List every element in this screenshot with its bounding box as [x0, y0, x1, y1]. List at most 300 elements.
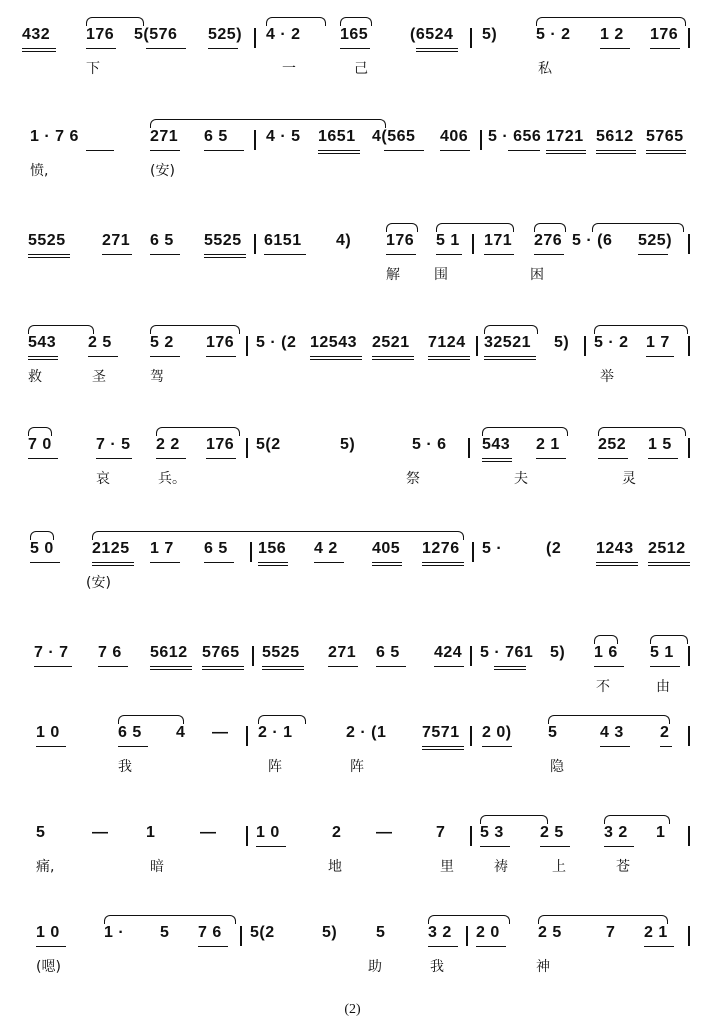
underline [86, 48, 116, 49]
slur [104, 915, 236, 924]
underline [262, 669, 304, 670]
note-group: 171 [484, 232, 513, 249]
barline [252, 646, 254, 666]
barline [584, 336, 586, 356]
barline [254, 234, 256, 254]
underline [436, 254, 462, 255]
underline [428, 356, 470, 357]
underline [146, 48, 186, 49]
lyric: 痛, [36, 859, 55, 875]
underline [22, 51, 56, 52]
lyric: 兵。 [158, 471, 186, 487]
barline [466, 926, 468, 946]
underline [644, 946, 674, 947]
barline [472, 542, 474, 562]
underline [482, 746, 512, 747]
note-group: 1 2 [600, 26, 624, 43]
note-group: 5 [548, 724, 558, 741]
underline [508, 150, 540, 151]
barline [480, 130, 482, 150]
note-group: 2 5 [538, 924, 562, 941]
underline [150, 666, 192, 667]
note-group: 6 5 [204, 540, 228, 557]
slur [594, 635, 618, 644]
note-group: 1 0 [256, 824, 280, 841]
slur [650, 635, 688, 644]
underline [434, 666, 464, 667]
note-group: 2 [332, 824, 342, 841]
underline [314, 562, 344, 563]
note-group: 2 [660, 724, 670, 741]
lyric: 隐 [550, 759, 564, 775]
underline [534, 254, 564, 255]
note-group: 1 7 [646, 334, 670, 351]
note-group: 2125 [92, 540, 130, 557]
slur [484, 325, 538, 334]
barline [688, 926, 690, 946]
slur [604, 815, 670, 824]
underline [386, 254, 416, 255]
underline [546, 150, 586, 151]
slur [150, 325, 240, 334]
barline [688, 826, 690, 846]
note-group: — [200, 824, 217, 841]
note-group: 5 1 [650, 644, 674, 661]
note-group: — [376, 824, 393, 841]
lyric: 暗 [150, 859, 164, 875]
note-group: 5525 [262, 644, 300, 661]
lyric: 祭 [406, 471, 420, 487]
underline [600, 746, 630, 747]
lyric: 驾 [150, 369, 164, 385]
underline [150, 669, 192, 670]
note-group: 176 [206, 334, 235, 351]
underline [150, 150, 180, 151]
note-group: 2 2 [156, 436, 180, 453]
note-group: 5 2 [150, 334, 174, 351]
underline [476, 946, 506, 947]
note-group: 1243 [596, 540, 634, 557]
note-group: 7571 [422, 724, 460, 741]
underline [494, 669, 526, 670]
note-group: 32521 [484, 334, 531, 351]
note-group: 5 [376, 924, 386, 941]
note-group: (6524 [410, 26, 454, 43]
underline [262, 666, 304, 667]
slur [536, 17, 686, 26]
note-group: 276 [534, 232, 563, 249]
lyric: 灵 [622, 471, 636, 487]
barline [246, 438, 248, 458]
underline [96, 458, 132, 459]
underline [86, 150, 114, 151]
note-group: 2 1 [536, 436, 560, 453]
underline [384, 150, 424, 151]
underline [264, 254, 306, 255]
underline [422, 746, 464, 747]
lyric: 我 [430, 959, 444, 975]
underline [600, 48, 630, 49]
underline [28, 458, 58, 459]
barline [472, 234, 474, 254]
lyric: 阵 [268, 759, 282, 775]
underline [648, 458, 678, 459]
note-group: 5 · 6 [412, 436, 447, 453]
note-group: 176 [86, 26, 115, 43]
underline [28, 356, 58, 357]
underline [150, 356, 180, 357]
note-group: 2 · 1 [258, 724, 293, 741]
note-group: 2 0) [482, 724, 512, 741]
underline [536, 458, 566, 459]
underline [204, 257, 246, 258]
note-group: — [212, 724, 229, 741]
barline [246, 336, 248, 356]
underline [206, 458, 236, 459]
note-group: 3 2 [428, 924, 452, 941]
slur [436, 223, 514, 232]
underline [28, 254, 70, 255]
underline [482, 461, 512, 462]
underline [198, 946, 228, 947]
underline [36, 746, 66, 747]
note-group: 543 [482, 436, 511, 453]
note-group: 5) [340, 436, 356, 453]
underline [594, 666, 624, 667]
underline [638, 254, 668, 255]
underline [484, 359, 536, 360]
note-group: 2 · (1 [346, 724, 387, 741]
underline [310, 359, 362, 360]
note-group: 12543 [310, 334, 357, 351]
barline [688, 28, 690, 48]
note-group: 2512 [648, 540, 686, 557]
lyric: 助 [368, 959, 382, 975]
note-group: 2 0 [476, 924, 500, 941]
note-group: 406 [440, 128, 469, 145]
note-group: 1 0 [36, 924, 60, 941]
slur [340, 17, 372, 26]
underline [596, 565, 638, 566]
note-group: 424 [434, 644, 463, 661]
note-group: 5(2 [256, 436, 281, 453]
underline [372, 359, 414, 360]
lyric: 祷 [494, 859, 508, 875]
note-group: 1 5 [648, 436, 672, 453]
slur [92, 531, 464, 540]
note-group: 5 · 2 [536, 26, 571, 43]
lyric: 解 [386, 267, 400, 283]
lyric: 下 [86, 61, 100, 77]
underline [416, 48, 458, 49]
note-group: 525) [208, 26, 243, 43]
note-group: 176 [650, 26, 679, 43]
note-group: 5525 [28, 232, 66, 249]
note-group: 176 [386, 232, 415, 249]
note-group: 271 [102, 232, 131, 249]
note-group: 6151 [264, 232, 302, 249]
underline [646, 356, 674, 357]
note-group: 4(565 [372, 128, 416, 145]
note-group: 1651 [318, 128, 356, 145]
underline [480, 846, 510, 847]
note-group: 5) [554, 334, 570, 351]
underline [30, 562, 60, 563]
lyric: 我 [118, 759, 132, 775]
underline [422, 562, 464, 563]
barline [470, 28, 472, 48]
note-group: 5 0 [30, 540, 54, 557]
barline [688, 438, 690, 458]
note-group: 5 · 656 [488, 128, 542, 145]
note-group: 4) [336, 232, 352, 249]
note-group: 1 · [104, 924, 125, 941]
slur [28, 427, 52, 436]
underline [494, 666, 526, 667]
underline [204, 150, 244, 151]
note-group: 5 1 [436, 232, 460, 249]
note-group: 1 0 [36, 724, 60, 741]
note-group: 5612 [150, 644, 188, 661]
slur [592, 223, 684, 232]
underline [376, 666, 406, 667]
slur [28, 325, 94, 334]
underline [596, 562, 638, 563]
page-number: (2) [344, 1002, 361, 1017]
underline [422, 565, 464, 566]
barline [688, 646, 690, 666]
underline [92, 565, 134, 566]
slur [534, 223, 566, 232]
note-group: 1 [146, 824, 156, 841]
note-group: 7 0 [28, 436, 52, 453]
note-group: 6 5 [150, 232, 174, 249]
lyric: 举 [600, 369, 614, 385]
note-group: 4 2 [314, 540, 338, 557]
note-group: 271 [150, 128, 179, 145]
lyric: 苍 [616, 859, 630, 875]
underline [22, 48, 56, 49]
note-group: 165 [340, 26, 369, 43]
lyric: 救 [28, 369, 42, 385]
underline [318, 150, 360, 151]
underline [202, 669, 244, 670]
underline [604, 846, 634, 847]
underline [98, 666, 128, 667]
note-group: 5) [482, 26, 498, 43]
lyric: 一 [282, 61, 296, 77]
note-group: 2 5 [88, 334, 112, 351]
barline [688, 336, 690, 356]
barline [254, 28, 256, 48]
underline [422, 749, 464, 750]
barline [470, 826, 472, 846]
lyric: 上 [552, 859, 566, 875]
note-group: 525) [638, 232, 673, 249]
note-group: 5 · (2 [256, 334, 297, 351]
lyric: 由 [656, 679, 670, 695]
underline [28, 257, 70, 258]
lyric: 阵 [350, 759, 364, 775]
underline [546, 153, 586, 154]
lyric: 私 [538, 61, 552, 77]
barline [468, 438, 470, 458]
underline [102, 254, 132, 255]
note-group: 5(576 [134, 26, 178, 43]
note-group: 2 1 [644, 924, 668, 941]
note-group: 7 · 5 [96, 436, 131, 453]
underline [596, 150, 636, 151]
underline [440, 150, 470, 151]
note-group: 6 5 [204, 128, 228, 145]
underline [256, 846, 286, 847]
note-group: 156 [258, 540, 287, 557]
note-group: 5 3 [480, 824, 504, 841]
note-group: — [92, 824, 109, 841]
note-group: 405 [372, 540, 401, 557]
note-group: 5 [160, 924, 170, 941]
underline [372, 356, 414, 357]
note-group: 4 · 5 [266, 128, 301, 145]
underline [204, 562, 234, 563]
barline [470, 726, 472, 746]
note-group: 6 5 [376, 644, 400, 661]
lyric: 愤, [30, 163, 49, 179]
underline [650, 666, 680, 667]
lyric: 不 [596, 679, 610, 695]
note-group: 1 7 [150, 540, 174, 557]
slur [86, 17, 144, 26]
barline [470, 646, 472, 666]
lyric: 圣 [92, 369, 106, 385]
slur [538, 915, 668, 924]
slur [156, 427, 240, 436]
underline [648, 562, 690, 563]
barline [246, 726, 248, 746]
note-group: 4 · 2 [266, 26, 301, 43]
underline [258, 562, 288, 563]
lyric: 神 [536, 959, 550, 975]
underline [36, 946, 66, 947]
note-group: 6 5 [118, 724, 142, 741]
underline [646, 150, 686, 151]
underline [482, 458, 512, 459]
underline [650, 48, 680, 49]
note-group: 7 6 [98, 644, 122, 661]
note-group: 543 [28, 334, 57, 351]
underline [540, 846, 570, 847]
note-group: 176 [206, 436, 235, 453]
underline [372, 565, 402, 566]
slur [150, 119, 386, 128]
note-group: 5 · (6 [572, 232, 613, 249]
barline [688, 726, 690, 746]
slur [266, 17, 326, 26]
note-group: 5 [36, 824, 46, 841]
note-group: 7 6 [198, 924, 222, 941]
lyric: 困 [530, 267, 544, 283]
note-group: 7 [436, 824, 446, 841]
note-group: 5765 [202, 644, 240, 661]
lyric: 夫 [514, 471, 528, 487]
lyric: 里 [440, 859, 454, 875]
underline [660, 746, 672, 747]
note-group: 5765 [646, 128, 684, 145]
note-group: 2521 [372, 334, 410, 351]
note-group: 5 · 761 [480, 644, 534, 661]
underline [340, 48, 370, 49]
slur [30, 531, 54, 540]
note-group: 4 3 [600, 724, 624, 741]
slur [548, 715, 670, 724]
note-group: 5 · [482, 540, 503, 557]
underline [596, 153, 636, 154]
note-group: 4 [176, 724, 186, 741]
slur [258, 715, 306, 724]
slur [386, 223, 418, 232]
barline [688, 234, 690, 254]
slur [480, 815, 548, 824]
underline [648, 565, 690, 566]
lyric: (嗯) [36, 959, 61, 975]
note-group: 3 2 [604, 824, 628, 841]
note-group: 7 · 7 [34, 644, 69, 661]
note-group: 1 [656, 824, 666, 841]
underline [318, 153, 360, 154]
underline [310, 356, 362, 357]
barline [250, 542, 252, 562]
underline [88, 356, 118, 357]
note-group: 432 [22, 26, 51, 43]
underline [416, 51, 458, 52]
underline [118, 746, 148, 747]
underline [150, 562, 180, 563]
barline [240, 926, 242, 946]
note-group: 271 [328, 644, 357, 661]
underline [598, 458, 628, 459]
underline [372, 562, 402, 563]
note-group: (2 [546, 540, 562, 557]
underline [204, 254, 246, 255]
barline [476, 336, 478, 356]
underline [156, 458, 186, 459]
slur [482, 427, 568, 436]
underline [646, 153, 686, 154]
barline [246, 826, 248, 846]
underline [206, 356, 236, 357]
underline [92, 562, 134, 563]
slur [594, 325, 688, 334]
underline [428, 946, 458, 947]
note-group: 7124 [428, 334, 466, 351]
note-group: 5 · 2 [594, 334, 629, 351]
note-group: 252 [598, 436, 627, 453]
underline [484, 356, 536, 357]
note-group: 1 6 [594, 644, 618, 661]
lyric: (安) [150, 163, 175, 179]
underline [208, 48, 238, 49]
lyric: 己 [354, 61, 368, 77]
note-group: 1721 [546, 128, 584, 145]
note-group: 5525 [204, 232, 242, 249]
underline [202, 666, 244, 667]
lyric: (安) [86, 575, 111, 591]
lyric: 地 [328, 859, 342, 875]
note-group: 7 [606, 924, 616, 941]
slur [428, 915, 510, 924]
barline [254, 130, 256, 150]
note-group: 1 · 7 6 [30, 128, 79, 145]
